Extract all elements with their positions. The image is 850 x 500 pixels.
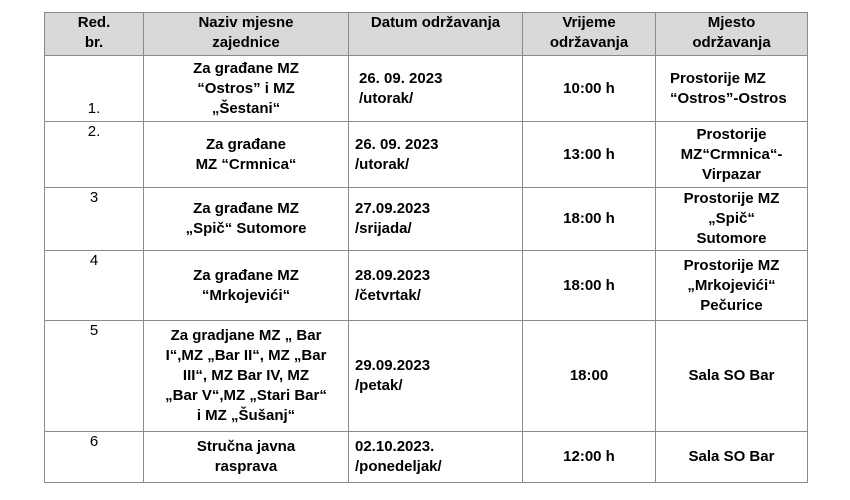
row-time: 12:00 h — [523, 432, 656, 483]
table-row — [45, 188, 808, 251]
row-community: Za građane MZ “Crmnica“ — [144, 122, 349, 188]
row-place: Sala SO Bar — [656, 321, 808, 432]
table-row — [45, 56, 808, 122]
table-row — [45, 432, 808, 483]
row-place: Prostorije MZ “Ostros”-Ostros — [656, 56, 808, 122]
header-date: Datum održavanja — [349, 13, 523, 56]
row-community: Za gradjane MZ „ Bar I“,MZ „Bar II“, MZ „Bar III“, MZ Bar IV, MZ „Bar V“,MZ „Stari Bar“ i MZ „Šušanj“ — [144, 321, 349, 432]
row-number: 6 — [45, 432, 144, 483]
row-time: 13:00 h — [523, 122, 656, 188]
header-community: Naziv mjesne zajednice — [144, 13, 349, 56]
schedule-table — [44, 12, 808, 483]
row-community: Za građane MZ „Spič“ Sutomore — [144, 188, 349, 251]
row-number: 1. — [45, 56, 144, 122]
row-community: Stručna javna rasprava — [144, 432, 349, 483]
row-number: 4 — [45, 251, 144, 321]
row-place: Sala SO Bar — [656, 432, 808, 483]
row-time: 10:00 h — [523, 56, 656, 122]
row-place: Prostorije MZ „Spič“ Sutomore — [656, 188, 808, 251]
row-place: Prostorije MZ „Mrkojevići“ Pečurice — [656, 251, 808, 321]
header-number: Red. br. — [45, 13, 144, 56]
row-number: 3 — [45, 188, 144, 251]
row-date: 28.09.2023 /četvrtak/ — [349, 251, 523, 321]
table-row — [45, 122, 808, 188]
row-date: 29.09.2023 /petak/ — [349, 321, 523, 432]
table-row — [45, 321, 808, 432]
header-time: Vrijeme održavanja — [523, 13, 656, 56]
row-date: 26. 09. 2023 /utorak/ — [349, 122, 523, 188]
row-date: 27.09.2023 /srijada/ — [349, 188, 523, 251]
row-number: 5 — [45, 321, 144, 432]
row-time: 18:00 — [523, 321, 656, 432]
row-date: 02.10.2023. /ponedeljak/ — [349, 432, 523, 483]
table-row — [45, 251, 808, 321]
row-time: 18:00 h — [523, 251, 656, 321]
row-community: Za građane MZ “Ostros” i MZ „Šestani“ — [144, 56, 349, 122]
row-number: 2. — [45, 122, 144, 188]
row-date: 26. 09. 2023 /utorak/ — [349, 56, 523, 122]
row-time: 18:00 h — [523, 188, 656, 251]
header-place: Mjesto održavanja — [656, 13, 808, 56]
row-community: Za građane MZ “Mrkojevići“ — [144, 251, 349, 321]
row-place: Prostorije MZ“Crmnica“- Virpazar — [656, 122, 808, 188]
header-row — [45, 13, 808, 56]
